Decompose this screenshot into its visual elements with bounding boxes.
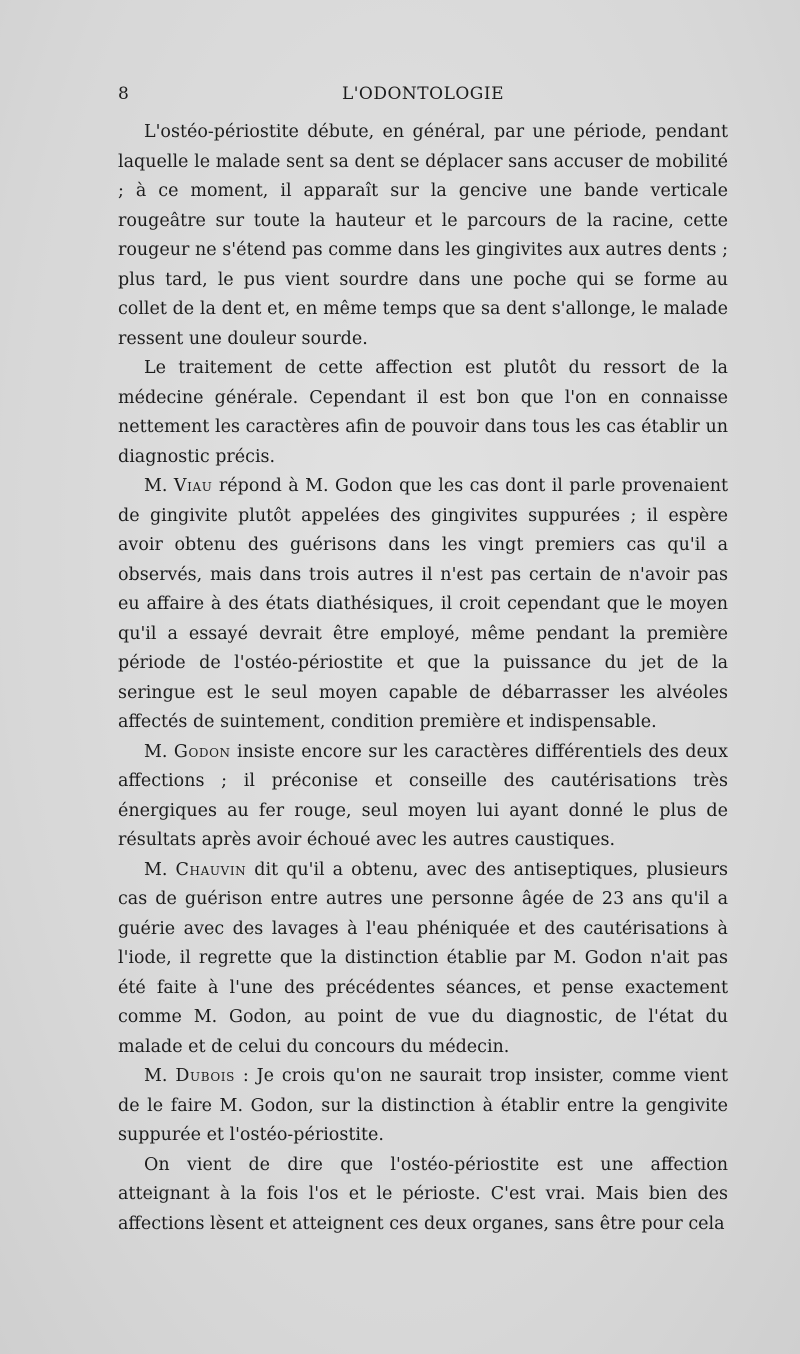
paragraph-godon <box>118 738 728 856</box>
paragraph-text: Le traitement de cette affection est plutôt du ressort de la médecine générale. Cependant il est bon que l'on en connaisse nettement les caractères afin de pouvoir dans tous les cas établir un diagnostic précis. <box>118 358 728 467</box>
page-header <box>118 84 728 108</box>
speaker-prefix: M. <box>144 1066 168 1086</box>
speaker-name: Viau <box>173 476 213 496</box>
paragraph-osteo-periostite-debut <box>118 118 728 354</box>
paragraph-text: L'ostéo-périostite débute, en général, par une période, pendant laquelle le malade sent sa dent se déplacer sans accuser de mobilité ; à ce moment, il apparaît sur la gencive une bande verticale rougeâtre sur toute la hauteur et le parcours de la racine, cette rougeur ne s'étend pas comme dans les gingivites aux autres dents ; plus tard, le pus vient sourdre dans une poche qui se forme au collet de la dent et, en même temps que sa dent s'allonge, le malade ressent une douleur sourde. <box>118 122 728 349</box>
paragraph-text: insiste encore sur les caractères différentiels des deux affections ; il préconise et conseille des cautérisations très énergiques au fer rouge, seul moyen lui ayant donné le plus de résultats après avoir échoué avec les autres caustiques. <box>118 741 728 850</box>
speaker-prefix: M. <box>144 741 168 762</box>
speaker-name: Dubois <box>175 1066 235 1086</box>
paragraph-viau <box>118 472 728 738</box>
running-title: L'ODONTOLOGIE <box>341 84 505 104</box>
speaker-name: Godon <box>173 741 231 762</box>
paragraph-chauvin <box>118 856 728 1063</box>
body-text <box>118 118 728 1239</box>
paragraph-traitement <box>118 354 728 472</box>
paragraph-on-vient-de-dire <box>118 1151 728 1240</box>
speaker-prefix: M. <box>144 859 168 880</box>
paragraph-text: : Je crois qu'on ne saurait trop insister, comme vient de le faire M. Godon, sur la distinction à établir entre la gengivite suppurée et l'ostéo-périostite. <box>118 1066 728 1145</box>
paragraph-text: répond à M. Godon que les cas dont il parle provenaient de gingivite plutôt appelées des gingivites suppurées ; il espère avoir obtenu des guérisons dans les vingt premiers cas qu'il a observés, mais dans trois autres il n'est pas certain de n'avoir pas eu affaire à des états diathésiques, il croit cependant que le moyen qu'il a essayé devrait être employé, même pendant la première période de l'ostéo-périostite et que la puissance du jet de la seringue est le seul moyen capable de débarrasser les alvéoles affectés de suintement, condition première et indispensable. <box>118 476 728 732</box>
speaker-name: Chauvin <box>175 859 247 880</box>
speaker-prefix: M. <box>144 476 168 496</box>
paragraph-text: On vient de dire que l'ostéo-périostite est une affection atteignant à la fois l'os et le périoste. C'est vrai. Mais bien des affections lèsent et atteignent ces deux organes, sans être pour cela <box>118 1154 728 1234</box>
paragraph-text: dit qu'il a obtenu, avec des antiseptiques, plusieurs cas de guérison entre autres une personne âgée de 23 ans qu'il a guérie avec des lavages à l'eau phéniquée et des cautérisations à l'iode, il regrette que la distinction établie par M. Godon n'ait pas été faite à l'une des précédentes séances, et pense exactement comme M. Godon, au point de vue du diagnostic, de l'état du malade et de celui du concours du médecin. <box>118 859 728 1057</box>
page-number: 8 <box>118 84 130 104</box>
paragraph-dubois <box>118 1062 728 1151</box>
